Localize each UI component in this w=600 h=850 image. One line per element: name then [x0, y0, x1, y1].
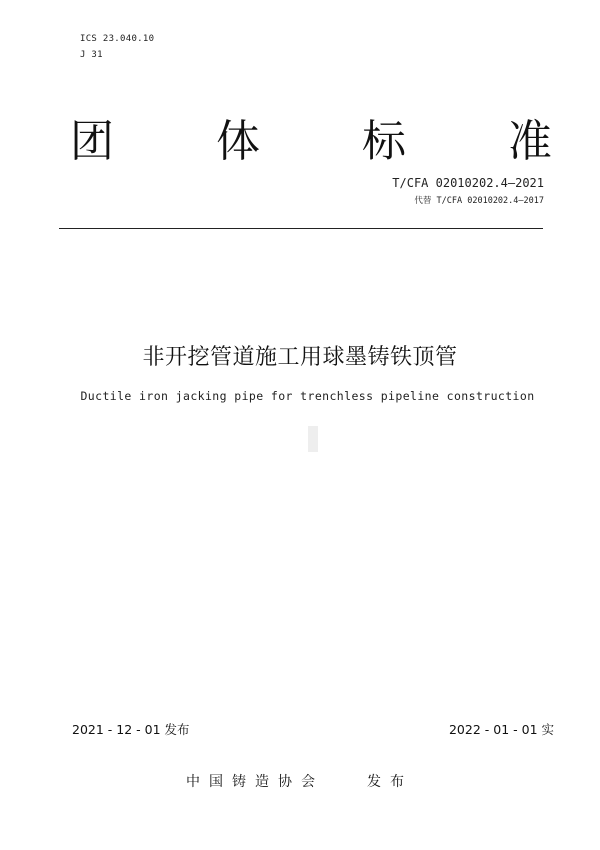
title-char: 标 — [362, 116, 406, 167]
title-char: 体 — [216, 116, 260, 167]
title-char: 准 — [508, 116, 552, 167]
document-title-cn: 非开挖管道施工用球墨铸铁顶管 — [142, 345, 458, 370]
ccs-code: J 31 — [80, 50, 103, 60]
issue-label: 发布 — [367, 774, 413, 790]
title-char: 团 — [70, 116, 114, 167]
header-divider — [59, 228, 543, 229]
implement-date: 2022 - 01 - 01 实 — [448, 722, 554, 737]
document-title-en: Ductile iron jacking pipe for trenchless pipeline construction — [80, 389, 535, 403]
standard-type-title — [70, 112, 552, 172]
standard-number: T/CFA 02010202.4—2021 — [392, 176, 544, 190]
issuing-organization: 中国铸造协会 — [186, 774, 324, 790]
replaced-standard: 代替 T/CFA 02010202.4—2017 — [414, 196, 544, 206]
publish-date: 2021 - 12 - 01 发布 — [72, 722, 190, 737]
ics-code: ICS 23.040.10 — [80, 34, 155, 44]
faint-mark — [308, 426, 318, 452]
